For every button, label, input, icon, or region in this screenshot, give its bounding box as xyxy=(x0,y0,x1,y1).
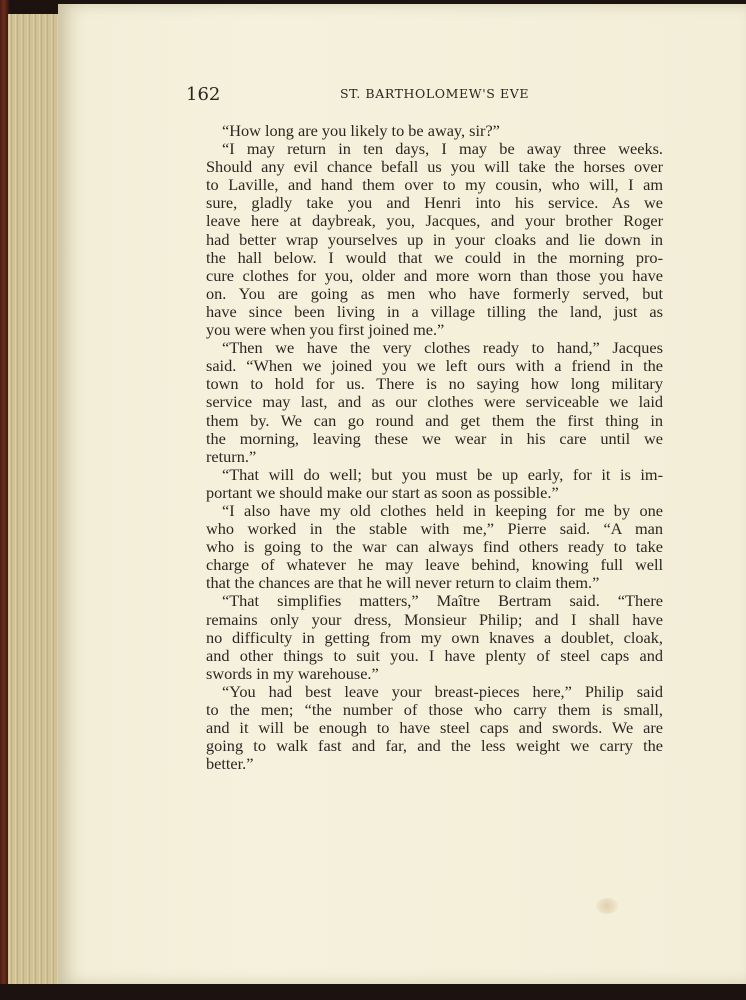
text-line: who worked in the stable with me,” Pierre said. “A man xyxy=(206,519,663,539)
text-line: town to hold for us. There is no saying how long military xyxy=(206,374,663,394)
text-line: that the chances are that he will never return to claim them.” xyxy=(206,573,600,593)
text-line: to Laville, and hand them over to my cousin, who will, I am xyxy=(206,175,663,195)
text-line: remains only your dress, Monsieur Philip; and I shall have xyxy=(206,609,663,629)
text-line: swords in my warehouse.” xyxy=(206,663,379,683)
text-line: “I also have my old clothes held in keeping for me by one xyxy=(222,500,663,520)
text-line: going to walk fast and far, and the less weight we carry the xyxy=(206,736,663,756)
text-line: “That will do well; but you must be up early, for it is im- xyxy=(222,464,663,484)
text-line: the morning, leaving these we wear in his care until we xyxy=(206,428,663,448)
text-line: Should any evil chance befall us you will take the horses over xyxy=(206,157,663,177)
text-line: sure, gladly take you and Henri into his service. As we xyxy=(206,193,663,213)
text-line: have since been living in a village tilling the land, just as xyxy=(206,301,663,321)
page-body-text xyxy=(188,122,663,773)
paragraph xyxy=(188,140,663,339)
text-line: cure clothes for you, older and more worn than those you have xyxy=(206,265,663,285)
text-line: on. You are going as men who have formerly served, but xyxy=(206,283,663,303)
text-line: “You had best leave your breast-pieces here,” Philip said xyxy=(222,681,663,701)
text-line: to the men; “the number of those who carry them is small, xyxy=(206,700,663,719)
paper-stain xyxy=(596,898,618,914)
paragraph xyxy=(188,683,663,773)
running-head: ST. BARTHOLOMEW'S EVE xyxy=(340,86,530,101)
text-line: them by. We can go round and get them the first thing in xyxy=(206,410,663,430)
page-number: 162 xyxy=(186,84,221,105)
text-line: and other things to suit you. I have plenty of steel caps and xyxy=(206,645,663,665)
paragraph xyxy=(188,502,663,592)
paragraph xyxy=(188,592,663,682)
text-line: the hall below. I would that we could in the morning pro- xyxy=(206,247,663,267)
page-edges-stack xyxy=(8,14,61,986)
text-line: no difficulty in getting from my own knaves a doublet, cloak, xyxy=(206,627,663,647)
text-line: leave here at daybreak, you, Jacques, and your brother Roger xyxy=(206,211,663,231)
text-line: who is going to the war can always find others ready to take xyxy=(206,537,663,557)
text-line: said. “When we joined you we left ours with a friend in the xyxy=(206,356,663,376)
text-line: had better wrap yourselves up in your cloaks and lie down in xyxy=(206,229,663,249)
text-line: charge of whatever he may leave behind, knowing full well xyxy=(206,555,663,575)
text-line: and it will be enough to have steel caps and swords. We are xyxy=(206,718,663,738)
text-line: portant we should make our start as soon as possible.” xyxy=(206,482,559,502)
text-line: service may last, and as our clothes were serviceable we laid xyxy=(206,392,663,412)
text-line: “Then we have the very clothes ready to hand,” Jacques xyxy=(222,338,663,358)
text-line: you were when you first joined me.” xyxy=(206,320,445,340)
text-line: “How long are you likely to be away, sir?” xyxy=(222,121,500,140)
text-line: “I may return in ten days, I may be away three weeks. xyxy=(222,139,663,159)
text-line: better.” xyxy=(206,754,254,774)
text-line: return.” xyxy=(206,446,257,466)
paragraph xyxy=(188,466,663,502)
paragraph xyxy=(188,339,663,466)
text-line: “That simplifies matters,” Maître Bertram said. “There xyxy=(222,591,663,611)
paragraph xyxy=(188,122,663,140)
scan-bottom-border xyxy=(0,984,746,1000)
